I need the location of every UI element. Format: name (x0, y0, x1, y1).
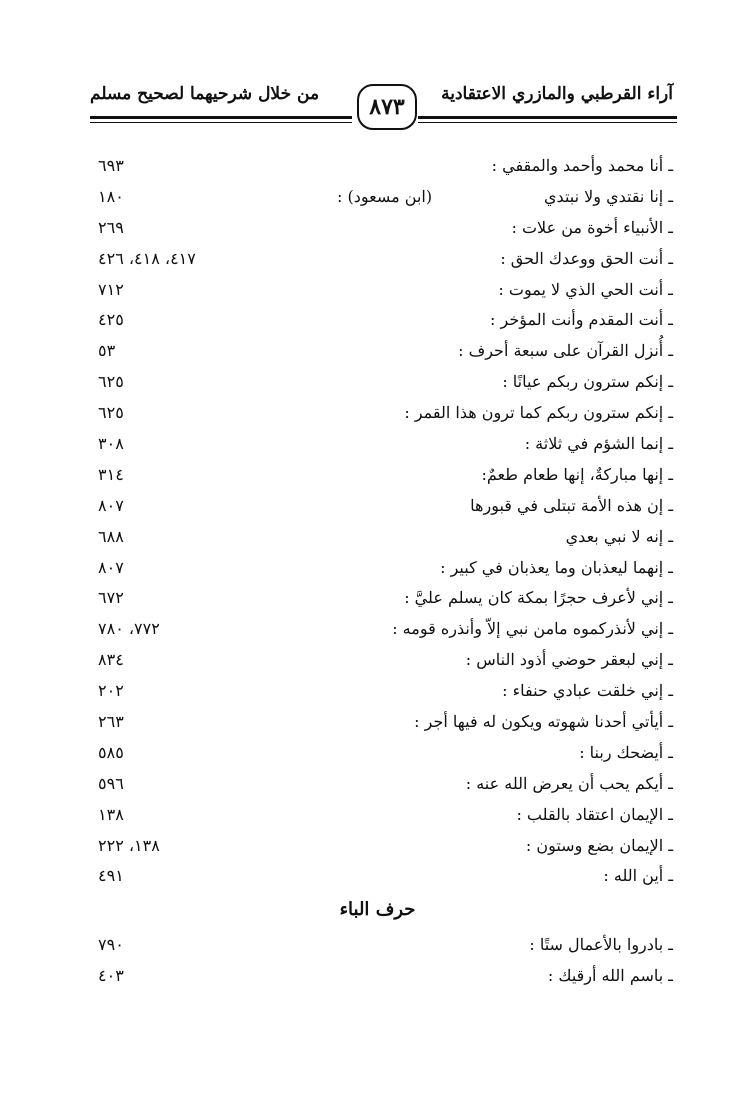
entry-page-numbers: ٢٦٩ (98, 217, 124, 237)
entry-text: ـ إنهما ليعذبان وما يعذبان في كبير : (440, 557, 673, 577)
entry-page-numbers: ٥٩٦ (98, 773, 124, 793)
index-entry (0, 461, 755, 492)
section-heading-ba: حرف الباء (339, 899, 416, 921)
index-entry (0, 862, 755, 893)
index-entry (0, 584, 755, 615)
index-entry (0, 399, 755, 430)
entry-text: ـ إنكم سترون ربكم عيانًا : (502, 372, 673, 392)
index-entry (0, 523, 755, 554)
index-entry (0, 214, 755, 245)
index-entry (0, 368, 755, 399)
entries-ba (0, 931, 755, 993)
entry-page-numbers: ٤٢٥ (98, 310, 124, 330)
entry-page-numbers: ٥٨٥ (98, 742, 124, 762)
entry-page-numbers: ٨٠٧ (98, 495, 124, 515)
entry-page-numbers: ٢٦٣ (98, 712, 124, 732)
index-entry (0, 677, 755, 708)
index-entry (0, 245, 755, 276)
entry-text: ـ إنه لا نبي بعدي (565, 526, 673, 546)
entry-text: ـ إني لأعرف حجرًا بمكة كان يسلم عليَّ : (404, 588, 673, 608)
running-title-right: آراء القرطبي والمازري الاعتقادية (441, 84, 673, 104)
entry-page-numbers: ٦٢٥ (98, 403, 124, 423)
entry-page-numbers: ٢٠٢ (98, 681, 124, 701)
index-entry (0, 739, 755, 770)
entry-page-numbers: ٧٧٢، ٧٨٠ (98, 619, 160, 639)
entry-page-numbers: ٦٧٢ (98, 588, 124, 608)
index-entry (0, 554, 755, 585)
entry-page-numbers: ٦٢٥ (98, 372, 124, 392)
entry-page-numbers: ٤٩١ (98, 866, 124, 886)
entry-page-numbers: ٧٩٠ (98, 935, 124, 955)
entry-text: ـ الأنبياء أخوة من علات : (511, 217, 673, 237)
entry-page-numbers: ٦٨٨ (98, 526, 124, 546)
entry-text: ـ أيأتي أحدنا شهوته ويكون له فيها أجر : (414, 712, 673, 732)
entry-text: ـ إني لبعقر حوضي أذود الناس : (465, 650, 673, 670)
entry-text: ـ الإيمان بضع وستون : (525, 835, 673, 855)
entry-text: ـ باسم الله أرقيك : (547, 966, 673, 986)
entry-text: ـ أنا محمد وأحمد والمقفي : (491, 156, 673, 175)
entry-text: ـ بادروا بالأعمال ستًا : (529, 935, 673, 955)
entry-page-numbers: ٤١٧، ٤١٨، ٤٢٦ (98, 248, 196, 268)
entry-page-numbers: ١٨٠ (98, 186, 124, 206)
index-entry (0, 962, 755, 993)
entry-text: ـ أيضحك ربنا : (579, 742, 673, 762)
entry-page-numbers: ٧١٢ (98, 279, 124, 299)
entry-page-numbers: ٨٣٤ (98, 650, 124, 670)
entry-note: (ابن مسعود) : (337, 186, 433, 206)
header-rule-left-thin (90, 122, 352, 123)
entry-text: ـ أنت المقدم وأنت المؤخر : (490, 310, 673, 330)
entry-page-numbers: ٣١٤ (98, 464, 124, 484)
header-rule-right-thin (418, 122, 677, 123)
entry-page-numbers: ٥٣ (98, 341, 116, 361)
index-entry (0, 337, 755, 368)
entries-alif (0, 152, 755, 893)
index-entry (0, 152, 755, 183)
entry-text: ـ أين الله : (603, 866, 673, 886)
entry-text: ـ إنها مباركةٌ، إنها طعام طعمٌ: (481, 464, 673, 484)
index-entry (0, 276, 755, 307)
entry-page-numbers: ٦٩٣ (98, 156, 124, 175)
entry-page-numbers: ١٣٨ (98, 804, 124, 824)
index-entry (0, 646, 755, 677)
entry-text: ـ إنكم سترون ربكم كما ترون هذا القمر : (404, 403, 673, 423)
index-entry (0, 492, 755, 523)
entry-text: ـ إني لأنذركموه مامن نبي إلاّ وأنذره قومه : (392, 619, 673, 639)
header-rule-right-thick (418, 116, 677, 119)
entry-page-numbers: ٨٠٧ (98, 557, 124, 577)
entry-text: ـ أيكم يحب أن يعرض الله عنه : (465, 773, 673, 793)
index-entry (0, 770, 755, 801)
index-entry (0, 708, 755, 739)
page-number: ٨٧٣ (357, 84, 417, 130)
entry-text: ـ إني خلقت عبادي حنفاء : (502, 681, 673, 701)
index-entry (0, 306, 755, 337)
index-entry (0, 832, 755, 863)
entry-page-numbers: ١٣٨، ٢٢٢ (98, 835, 160, 855)
page-header (0, 78, 755, 138)
index-entry (0, 183, 755, 214)
entry-text: ـ إن هذه الأمة تبتلى في قبورها (470, 495, 673, 515)
index-entry (0, 615, 755, 646)
entry-text: ـ الإيمان اعتقاد بالقلب : (516, 804, 673, 824)
entry-page-numbers: ٣٠٨ (98, 434, 124, 454)
index-entry (0, 801, 755, 832)
index-list (0, 152, 755, 993)
entry-text: ـ أنت الحق ووعدك الحق : (500, 248, 673, 268)
index-entry (0, 931, 755, 962)
header-rule-left-thick (90, 116, 352, 119)
index-entry (0, 430, 755, 461)
entry-text: ـ أنت الحي الذي لا يموت : (498, 279, 673, 299)
entry-text: ـ إنما الشؤم في ثلاثة : (524, 434, 673, 454)
entry-page-numbers: ٤٠٣ (98, 966, 124, 986)
running-title-left: من خلال شرحيهما لصحيح مسلم (90, 84, 320, 104)
entry-text: ـ إنا نقتدي ولا نبتدي (544, 186, 673, 206)
entry-text: ـ أُنزل القرآن على سبعة أحرف : (458, 341, 673, 361)
